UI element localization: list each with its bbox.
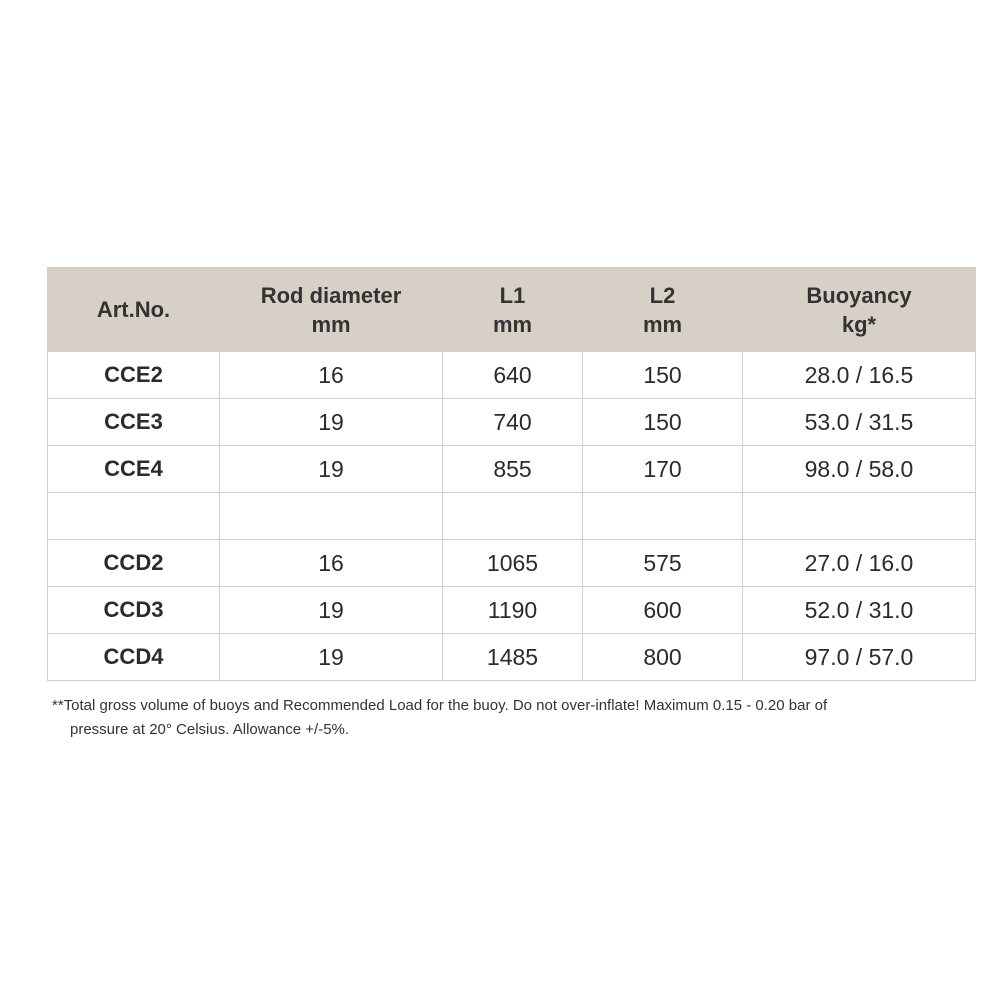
cell-l2: 575	[583, 540, 743, 587]
cell-l2: 170	[583, 446, 743, 493]
cell-art-no: CCD3	[48, 587, 220, 634]
header-l1-unit: mm	[492, 311, 533, 337]
table-row	[48, 634, 976, 681]
cell-l1: 1065	[443, 540, 583, 587]
header-rod-diameter	[220, 268, 443, 352]
cell-buoyancy: 27.0 / 16.0	[743, 540, 976, 587]
cell-rod-diameter: 16	[220, 352, 443, 399]
cell-l2: 600	[583, 587, 743, 634]
cell-buoyancy: 52.0 / 31.0	[743, 587, 976, 634]
table-row	[48, 352, 976, 399]
cell-l1: 640	[443, 352, 583, 399]
header-art-no-label: Art.No.	[96, 297, 171, 322]
table-row	[48, 446, 976, 493]
cell-rod-diameter: 16	[220, 540, 443, 587]
cell-art-no: CCD4	[48, 634, 220, 681]
cell-l2: 150	[583, 352, 743, 399]
spec-table	[47, 267, 976, 681]
cell-l1: 1485	[443, 634, 583, 681]
cell-rod-diameter: 19	[220, 446, 443, 493]
cell-l1: 855	[443, 446, 583, 493]
cell-art-no: CCE3	[48, 399, 220, 446]
cell-buoyancy: 28.0 / 16.5	[743, 352, 976, 399]
footnote	[52, 694, 952, 742]
table-row	[48, 587, 976, 634]
table-row	[48, 399, 976, 446]
table-row	[48, 540, 976, 587]
cell-l1: 740	[443, 399, 583, 446]
cell-art-no: CCE4	[48, 446, 220, 493]
cell-art-no: CCD2	[48, 540, 220, 587]
cell-l2	[583, 493, 743, 540]
footnote-line-2: pressure at 20° Celsius. Allowance +/-5%.	[70, 721, 350, 738]
cell-buoyancy: 97.0 / 57.0	[743, 634, 976, 681]
table-header	[48, 268, 976, 352]
cell-rod-diameter	[220, 493, 443, 540]
cell-rod-diameter: 19	[220, 587, 443, 634]
header-buoyancy-unit: kg*	[841, 311, 877, 337]
table-row-empty	[48, 493, 976, 540]
header-l1-label: L1	[499, 282, 526, 308]
cell-art-no: CCE2	[48, 352, 220, 399]
header-row	[48, 268, 976, 352]
header-rod-diameter-unit: mm	[311, 311, 351, 337]
cell-buoyancy	[743, 493, 976, 540]
cell-l2: 800	[583, 634, 743, 681]
header-l2-unit: mm	[642, 311, 683, 337]
table-body	[48, 352, 976, 681]
header-art-no	[48, 268, 220, 352]
cell-l2: 150	[583, 399, 743, 446]
cell-l1: 1190	[443, 587, 583, 634]
header-l2-label: L2	[649, 282, 676, 308]
cell-art-no	[48, 493, 220, 540]
cell-rod-diameter: 19	[220, 399, 443, 446]
cell-buoyancy: 53.0 / 31.5	[743, 399, 976, 446]
header-l2	[583, 268, 743, 352]
cell-buoyancy: 98.0 / 58.0	[743, 446, 976, 493]
header-buoyancy-label: Buoyancy	[806, 282, 912, 308]
footnote-line-1: **Total gross volume of buoys and Recommended Load for the buoy. Do not over-inflate! Maximum 0.15 - 0.20 bar of	[52, 697, 828, 714]
header-buoyancy	[743, 268, 976, 352]
cell-l1	[443, 493, 583, 540]
header-l1	[443, 268, 583, 352]
header-rod-diameter-label: Rod diameter	[260, 282, 402, 308]
cell-rod-diameter: 19	[220, 634, 443, 681]
